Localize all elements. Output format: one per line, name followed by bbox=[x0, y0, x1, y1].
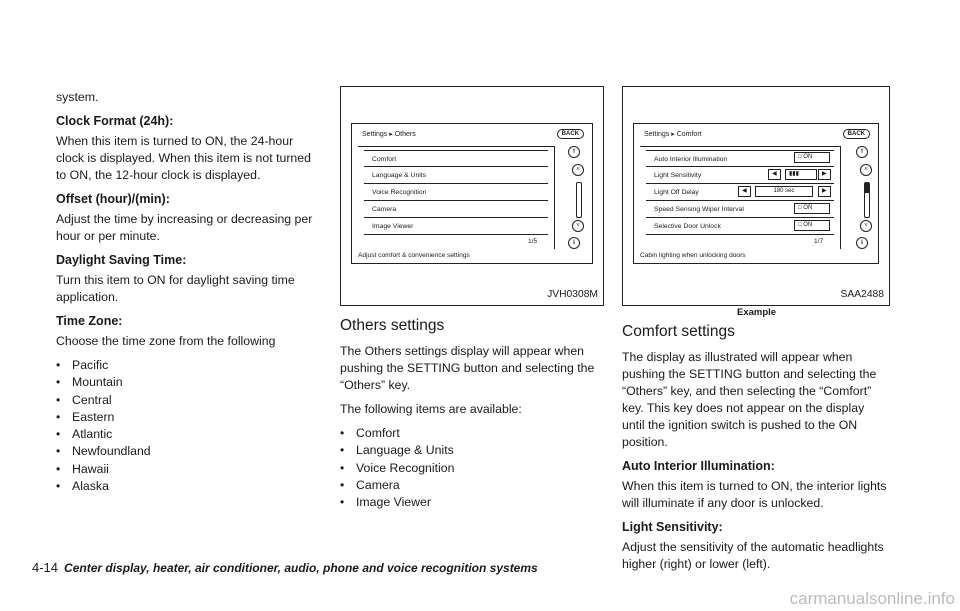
column-right bbox=[622, 322, 888, 580]
display-screen bbox=[351, 123, 593, 264]
list-item: • Mountain bbox=[56, 374, 324, 391]
comfort-intro: The display as illustrated will appear when pushing the SETTING button and selecting the “Others” key, and then selecting the “Comfort” key. This key does not appear on the display until the ignition switch is pushed to the ON position. bbox=[622, 350, 877, 449]
screen-title: Settings ▸ Others bbox=[362, 131, 416, 138]
list-item: • Camera bbox=[340, 477, 602, 494]
time-zone-heading: Time Zone: bbox=[56, 314, 123, 328]
menu-row-camera[interactable]: Camera bbox=[364, 201, 548, 218]
light-sensitivity-heading: Light Sensitivity: bbox=[622, 520, 723, 534]
list-item: • Central bbox=[56, 392, 324, 409]
list-item: • Pacific bbox=[56, 357, 324, 374]
list-item: • Voice Recognition bbox=[340, 460, 602, 477]
others-item-list bbox=[340, 425, 602, 511]
menu-row-door-unlock[interactable]: Selective Door Unlock bbox=[646, 218, 834, 235]
time-zone-text: Choose the time zone from the following bbox=[56, 334, 276, 348]
menu-row-light-off-delay[interactable]: Light Off Delay bbox=[646, 184, 834, 201]
on-toggle-door-unlock[interactable]: □ ON bbox=[794, 220, 830, 231]
comfort-settings-heading: Comfort settings bbox=[622, 323, 735, 340]
toggle-label: ON bbox=[803, 154, 813, 160]
screen-title: Settings ▸ Comfort bbox=[644, 131, 702, 138]
scroll-down-icon[interactable]: ˅ bbox=[860, 220, 872, 232]
column-middle bbox=[340, 316, 602, 511]
menu-row-image-viewer[interactable]: Image Viewer bbox=[364, 218, 548, 235]
on-toggle-wiper[interactable]: □ ON bbox=[794, 203, 830, 214]
screen-footer: Adjust comfort & convenience settings bbox=[358, 252, 470, 259]
continuation-text: system. bbox=[56, 90, 99, 104]
column-left bbox=[56, 89, 324, 495]
display-screen bbox=[633, 123, 879, 264]
page-indicator: 1/7 bbox=[814, 238, 824, 245]
sensitivity-bar[interactable]: ▮▮▮ bbox=[785, 169, 817, 180]
sensitivity-left-arrow[interactable]: ◀ bbox=[768, 169, 781, 180]
light-sensitivity-text: Adjust the sensitivity of the automatic headlights higher (right) or lower (left). bbox=[622, 540, 884, 571]
sensitivity-right-arrow[interactable]: ▶ bbox=[818, 169, 831, 180]
menu-row-light-sensitivity[interactable]: Light Sensitivity bbox=[646, 167, 834, 184]
others-intro: The Others settings display will appear when pushing the SETTING button and selecting the “Others” key. bbox=[340, 344, 595, 392]
list-item: • Atlantic bbox=[56, 426, 324, 443]
list-item: • Newfoundland bbox=[56, 443, 324, 460]
scroll-up-icon[interactable]: ˄ bbox=[572, 164, 584, 176]
others-settings-heading: Others settings bbox=[340, 317, 445, 334]
offset-text: Adjust the time by increasing or decreasing per hour or per minute. bbox=[56, 212, 313, 243]
figure-comfort-settings bbox=[622, 86, 890, 306]
scroll-top-icon[interactable]: ⇑ bbox=[568, 146, 580, 158]
on-toggle-auto-illumination[interactable]: □ ON bbox=[794, 152, 830, 163]
menu-row-wiper-interval[interactable]: Speed Sensing Wiper Interval bbox=[646, 201, 834, 218]
delay-left-arrow[interactable]: ◀ bbox=[738, 186, 751, 197]
delay-right-arrow[interactable]: ▶ bbox=[818, 186, 831, 197]
scroll-up-icon[interactable]: ˄ bbox=[860, 164, 872, 176]
watermark: carmanualsonline.info bbox=[789, 589, 955, 608]
figure-code: SAA2488 bbox=[840, 289, 884, 300]
dst-text: Turn this item to ON for daylight saving time application. bbox=[56, 273, 295, 304]
page-footer bbox=[32, 559, 538, 577]
time-zone-list bbox=[56, 357, 324, 495]
scroll-bottom-icon[interactable]: ⇓ bbox=[856, 237, 868, 249]
toggle-label: ON bbox=[803, 205, 813, 211]
figure-caption: Example bbox=[737, 307, 777, 318]
section-title: Center display, heater, air conditioner, audio, phone and voice recognition systems bbox=[64, 561, 538, 575]
auto-illumination-heading: Auto Interior Illumination: bbox=[622, 459, 775, 473]
menu-row-voice[interactable]: Voice Recognition bbox=[364, 184, 548, 201]
list-item: • Eastern bbox=[56, 409, 324, 426]
dst-heading: Daylight Saving Time: bbox=[56, 253, 187, 267]
list-item: • Image Viewer bbox=[340, 494, 602, 511]
menu-row-auto-illumination[interactable]: Auto Interior Illumination bbox=[646, 150, 834, 167]
clock-format-heading: Clock Format (24h): bbox=[56, 114, 174, 128]
others-available: The following items are available: bbox=[340, 402, 522, 416]
figure-others-settings bbox=[340, 86, 604, 306]
page-number: 4-14 bbox=[32, 560, 59, 575]
back-button[interactable]: BACK bbox=[843, 129, 870, 139]
delay-value: 180 sec bbox=[755, 186, 813, 197]
page-indicator: 1/5 bbox=[528, 238, 538, 245]
back-button[interactable]: BACK bbox=[557, 129, 584, 139]
menu-row-comfort[interactable]: Comfort bbox=[364, 150, 548, 167]
scroll-bottom-icon[interactable]: ⇓ bbox=[568, 237, 580, 249]
menu-list bbox=[358, 146, 555, 249]
screen-footer: Cabin lighting when unlocking doors bbox=[640, 252, 746, 259]
list-item: • Alaska bbox=[56, 478, 324, 495]
scroll-down-icon[interactable]: ˅ bbox=[572, 220, 584, 232]
scroll-top-icon[interactable]: ⇑ bbox=[856, 146, 868, 158]
list-item: • Comfort bbox=[340, 425, 602, 442]
list-item: • Hawaii bbox=[56, 461, 324, 478]
scrollbar[interactable] bbox=[864, 182, 870, 218]
auto-illumination-text: When this item is turned to ON, the interior lights will illuminate if any door is unlocked. bbox=[622, 479, 887, 510]
menu-row-language[interactable]: Language & Units bbox=[364, 167, 548, 184]
scrollbar[interactable] bbox=[576, 182, 582, 218]
list-item: • Language & Units bbox=[340, 442, 602, 459]
figure-code: JVH0308M bbox=[547, 289, 598, 300]
clock-format-text: When this item is turned to ON, the 24-hour clock is displayed. When this item is not turned to ON, the 12-hour clock is displayed. bbox=[56, 134, 311, 182]
offset-heading: Offset (hour)/(min): bbox=[56, 192, 170, 206]
toggle-label: ON bbox=[803, 222, 813, 228]
